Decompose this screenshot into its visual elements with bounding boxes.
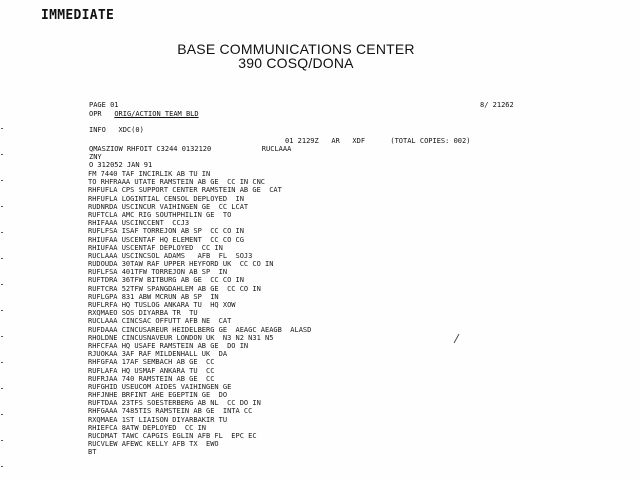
address-line: TO RHFRAAA UTATE RAMSTEIN AB GE CC IN CNC bbox=[88, 178, 266, 187]
address-line: RUFRJAA 740 RAMSTEIN AB GE CC bbox=[88, 374, 215, 383]
margin-tick bbox=[1, 232, 3, 233]
address-line: RHIFAAA USCINCCENT CCJ3 bbox=[88, 219, 190, 228]
comm-center-name: BASE COMMUNICATIONS CENTER bbox=[177, 41, 415, 57]
address-line: RHFUFLA CPS SUPPORT CENTER RAMSTEIN AB GE CAT bbox=[88, 186, 282, 195]
info-line: INFO XDC(0) bbox=[89, 126, 144, 134]
address-line: RJUOKAA 3AF RAF MILDENHALL UK DA bbox=[88, 350, 228, 359]
margin-tick bbox=[1, 388, 3, 389]
dtg-line: 01 2129Z AR XDF (TOTAL COPIES: 002) bbox=[285, 137, 471, 145]
message-body bbox=[88, 170, 311, 457]
comm-center-header bbox=[170, 42, 422, 70]
pen-mark-icon bbox=[452, 334, 460, 344]
address-line: RUFLRFA HQ TUSLOG ANKARA TU HQ XOW bbox=[88, 301, 236, 309]
comm-center-unit: 390 COSQ/DONA bbox=[238, 55, 354, 71]
margin-tick bbox=[1, 258, 3, 259]
address-line: RXQMAEO SOS DIYARBA TR TU bbox=[88, 309, 198, 318]
margin-tick bbox=[1, 362, 3, 363]
margin-tick bbox=[1, 154, 3, 155]
address-line: RUCDMAT TAWC CAPGIS EGLIN AFB FL EPC EC bbox=[88, 432, 257, 440]
margin-tick bbox=[1, 414, 3, 415]
address-line: RHOLDNE CINCUSNAVEUR LONDON UK N3 N2 N31 N5 bbox=[88, 333, 274, 342]
precedence-label: IMMEDIATE bbox=[41, 8, 115, 23]
margin-tick bbox=[1, 466, 3, 467]
opr-line bbox=[89, 110, 199, 118]
address-line: RUFTCLA AMC RIG SOUTHPHILIN GE TO bbox=[88, 210, 232, 219]
opr-value: ORIG/ACTION TEAM BLD bbox=[114, 110, 199, 118]
address-line: RUFLFSA ISAF TORREJON AB SP CC CO IN bbox=[88, 227, 244, 236]
address-line: RUFTDRA 36TFW BITBURG AB GE CC CO IN bbox=[88, 276, 244, 285]
address-line: RHFUFLA LOGINTIAL CENSOL DEPLOYED IN bbox=[88, 194, 244, 203]
message-reference: 8/ 21262 bbox=[480, 101, 514, 109]
page-number: PAGE 01 bbox=[89, 101, 119, 109]
address-line: BT bbox=[88, 448, 97, 457]
date-time-group: O 312052 JAN 91 bbox=[89, 161, 153, 169]
address-line: RHFGFAA 17AF SEMBACH AB GE CC bbox=[88, 358, 215, 367]
opr-label: OPR bbox=[89, 110, 102, 118]
address-line: RHIUFAA USCENTAF HQ ELEMENT CC CO CG bbox=[88, 235, 244, 244]
margin-tick bbox=[1, 440, 3, 441]
margin-tick bbox=[1, 336, 3, 337]
address-line: RUFDAAA CINCUSAREUR HEIDELBERG GE AEAGC AEAGB ALASD bbox=[88, 325, 312, 334]
routing-line bbox=[89, 145, 291, 153]
address-line: RUCLAAA CINCSAC OFFUTT AFB NE CAT bbox=[88, 317, 232, 326]
address-line: RUFGHID USEUCOM AIDES VAIHINGEN GE bbox=[88, 382, 232, 391]
margin-tick bbox=[1, 310, 3, 311]
address-line: RHFGAAA 7485TIS RAMSTEIN AB GE INTA CC bbox=[88, 407, 253, 416]
address-line: RHIUFAA USCENTAF DEPLOYED CC IN bbox=[88, 243, 223, 252]
left-margin-marks bbox=[0, 0, 6, 480]
address-line: RUFLAFA HQ USMAF ANKARA TU CC bbox=[88, 366, 215, 375]
address-line: FM 7440 TAF INCIRLIK AB TU IN bbox=[88, 170, 211, 178]
address-line: RUDOUDA 30TAW RAF UPPER HEYFORD UK CC CO IN bbox=[88, 260, 274, 269]
address-line: RUFTCRA 52TFW SPANGDAHLEM AB GE CC CO IN bbox=[88, 284, 261, 293]
margin-tick bbox=[1, 206, 3, 207]
address-line: RHFJNHE BRFINT AHE EGEPTIN GE DO bbox=[88, 391, 228, 400]
routing-indicator: QMASZIOW RHFOIT C3244 0132120 bbox=[89, 145, 212, 153]
address-line: RHIEFCA 8ATW DEPLOYED CC IN bbox=[88, 423, 207, 432]
address-line: RUFTDAA 23TFS SOESTERBERG AB NL CC DO IN bbox=[88, 399, 261, 408]
address-line: RUFLGPA 831 ABW MCRUN AB SP IN bbox=[88, 292, 219, 301]
address-line: RUFLFSA 401TFW TORREJON AB SP IN bbox=[88, 268, 228, 277]
address-line: RUDNRDA USCINCUR VAIHINGEN GE CC LCAT bbox=[88, 202, 249, 211]
margin-tick bbox=[1, 284, 3, 285]
address-line: RHFCFAA HQ USAFE RAMSTEIN AB GE DO IN bbox=[88, 341, 249, 350]
margin-tick bbox=[1, 128, 3, 129]
margin-tick bbox=[1, 180, 3, 181]
address-line: RUCLAAA USCINCSOL ADAMS AFB FL SOJ3 bbox=[88, 251, 253, 260]
address-line: RUCVLEW AFEWC KELLY AFB TX EWO bbox=[88, 440, 219, 449]
zny-line: ZNY bbox=[89, 153, 102, 161]
address-line: RXQMAEA 1ST LIAISON DIYARBAKIR TU bbox=[88, 415, 228, 424]
routing-tail: RUCLAAA bbox=[261, 145, 292, 153]
